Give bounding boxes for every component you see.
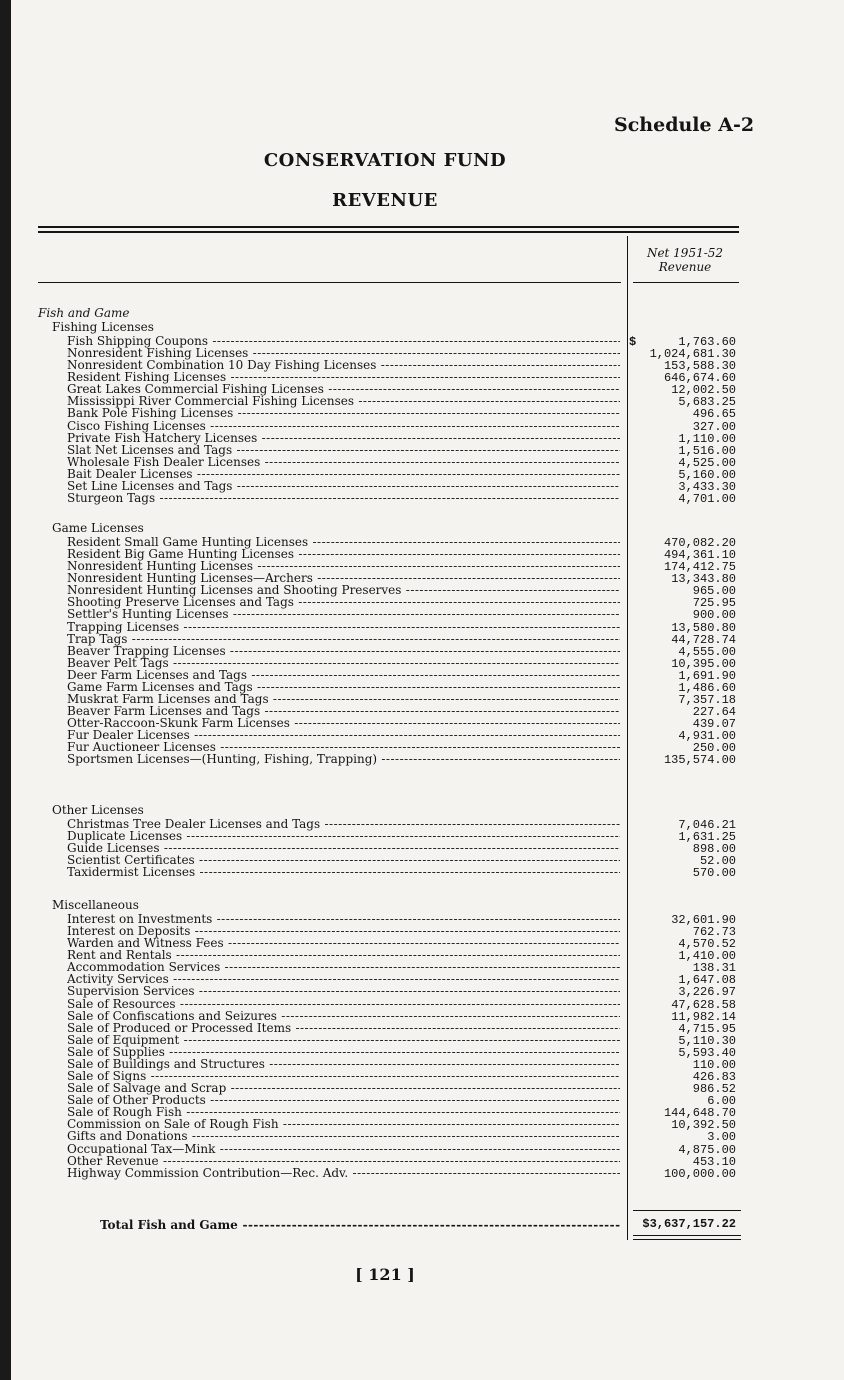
line-item-value: 494,361.10	[663, 548, 736, 563]
line-item-label: Highway Commission Contribution—Rec. Adv. -----	[67, 1166, 620, 1180]
line-item-label: Shooting Preserve Licenses and Tags -----	[67, 595, 620, 609]
line-item-label: Wholesale Fish Dealer Licenses -----	[67, 455, 620, 469]
column-header-revenue: Revenue	[658, 260, 712, 274]
line-item-label: Fish Shipping Coupons -----	[67, 334, 620, 348]
line-item-value: 1,110.00	[678, 431, 736, 446]
line-item-label: Sale of Salvage and Scrap -----	[67, 1081, 620, 1095]
line-item-label: Bank Pole Fishing Licenses -----	[67, 406, 620, 420]
line-item-label: Muskrat Farm Licenses and Tags -----	[67, 692, 620, 706]
line-item-value: 1,486.60	[678, 680, 736, 695]
line-item-value: 4,570.52	[678, 937, 736, 952]
line-item-label: Private Fish Hatchery Licenses -----	[67, 431, 620, 445]
line-item-value: 496.65	[692, 407, 736, 422]
line-item-label: Sale of Supplies -----	[67, 1045, 620, 1059]
line-item-value: 13,343.80	[671, 572, 736, 587]
line-item-value: 10,395.00	[671, 656, 736, 671]
fund-title: CONSERVATION FUND	[263, 150, 507, 171]
line-item-value: 5,160.00	[678, 467, 736, 482]
line-item-value: 227.64	[692, 705, 736, 720]
header-rule-left	[38, 282, 621, 283]
line-item-label: Sale of Rough Fish -----	[67, 1105, 620, 1119]
line-item-label: Bait Dealer Licenses -----	[67, 467, 620, 481]
line-item-value: 4,931.00	[678, 729, 736, 744]
line-item-value: 986.52	[692, 1082, 736, 1097]
line-item-label: Nonresident Hunting Licenses—Archers -----	[67, 571, 620, 585]
line-item-label: Nonresident Hunting Licenses and Shooting Preserves -----	[67, 583, 620, 597]
line-item-value: 7,357.18	[678, 693, 736, 708]
line-item-value: 135,574.00	[663, 753, 736, 768]
line-item-label: Commission on Sale of Rough Fish -----	[67, 1117, 620, 1131]
line-item-value: 762.73	[692, 925, 736, 940]
line-item-value: 174,412.75	[663, 560, 736, 575]
line-item-value: 32,601.90	[671, 913, 736, 927]
line-item-value: 52.00	[699, 854, 736, 869]
line-item-label: Supervision Services -----	[67, 984, 620, 998]
group-heading: Other Licenses	[52, 803, 144, 817]
line-item-label: Sale of Other Products -----	[67, 1093, 620, 1107]
line-item-label: Other Revenue -----	[67, 1154, 620, 1168]
line-item-value: 1,647.08	[678, 973, 736, 988]
line-item-value: 110.00	[692, 1057, 736, 1072]
line-item-label: Guide Licenses -----	[67, 841, 620, 855]
line-item-value: 3,433.30	[678, 479, 736, 494]
line-item-value: 153,588.30	[663, 359, 736, 374]
line-item-value: 4,555.00	[678, 644, 736, 659]
line-item-value: 10,392.50	[671, 1118, 736, 1133]
line-item-label: Interest on Deposits -----	[67, 924, 620, 938]
line-item-value: 250.00	[692, 741, 736, 756]
line-item-value: 3,226.97	[678, 985, 736, 1000]
group-heading: Fishing Licenses	[52, 320, 154, 334]
line-item-value: 1,024,681.30	[649, 347, 736, 362]
line-item-value: 3.00	[707, 1130, 736, 1145]
line-item-label: Game Farm Licenses and Tags -----	[67, 680, 620, 694]
line-item-value: 426.83	[692, 1070, 736, 1085]
total-double-rule-2	[633, 1239, 741, 1240]
line-item-label: Fur Auctioneer Licenses -----	[67, 740, 620, 754]
line-item-value: 1,631.25	[678, 830, 736, 845]
currency-sign: $	[629, 335, 637, 349]
line-item-value: 4,875.00	[678, 1142, 736, 1157]
line-item-label: Taxidermist Licenses -----	[67, 865, 620, 879]
line-item-label: Settler's Hunting Licenses -----	[67, 607, 620, 621]
line-item-value: 13,580.80	[671, 620, 736, 635]
line-item-label: Trapping Licenses -----	[67, 620, 620, 634]
header-rule-right	[633, 282, 739, 283]
line-item-value: 898.00	[692, 842, 736, 857]
group-heading: Game Licenses	[52, 521, 144, 535]
section-title: REVENUE	[332, 190, 438, 211]
line-item-value: 965.00	[692, 584, 736, 599]
line-item-value: 5,593.40	[678, 1045, 736, 1060]
line-item-value: 138.31	[692, 961, 736, 976]
page-number: [ 121 ]	[355, 1265, 415, 1284]
line-item-label: Resident Fishing Licenses -----	[67, 370, 620, 384]
line-item-label: Accommodation Services -----	[67, 960, 620, 974]
line-item-value: 646,674.60	[663, 371, 736, 386]
line-item-value: 470,082.20	[663, 536, 736, 550]
line-item-value: 1,763.60	[678, 335, 736, 349]
line-item-label: Set Line Licenses and Tags -----	[67, 479, 620, 493]
line-item-value: 5,110.30	[678, 1033, 736, 1048]
group-heading: Miscellaneous	[52, 898, 139, 912]
line-item-label: Rent and Rentals -----	[67, 948, 620, 962]
line-item-label: Sale of Confiscations and Seizures -----	[67, 1009, 620, 1023]
line-item-value: 327.00	[692, 419, 736, 434]
schedule-label: Schedule A-2	[614, 114, 755, 136]
line-item-label: Gifts and Donations -----	[67, 1129, 620, 1143]
line-item-label: Slat Net Licenses and Tags -----	[67, 443, 620, 457]
line-item-label: Warden and Witness Fees -----	[67, 936, 620, 950]
line-item-label: Christmas Tree Dealer Licenses and Tags -----	[67, 817, 620, 831]
line-item-value: 6.00	[707, 1094, 736, 1109]
line-item-value: 1,516.00	[678, 443, 736, 458]
line-item-label: Sportsmen Licenses—(Hunting, Fishing, Trapping) -----	[67, 752, 620, 766]
line-item-value: 47,628.58	[671, 997, 736, 1012]
top-double-rule-1	[38, 226, 739, 228]
line-item-value: 11,982.14	[671, 1009, 736, 1024]
line-item-label: Deer Farm Licenses and Tags -----	[67, 668, 620, 682]
line-item-label: Cisco Fishing Licenses -----	[67, 419, 620, 433]
line-item-value: 4,715.95	[678, 1021, 736, 1036]
line-item-label: Interest on Investments -----	[67, 912, 620, 926]
column-header	[640, 246, 730, 274]
line-item-label: Nonresident Hunting Licenses -----	[67, 559, 620, 573]
line-item-label: Sale of Signs -----	[67, 1069, 620, 1083]
line-item-label: Resident Big Game Hunting Licenses -----	[67, 547, 620, 561]
line-item-value: 12,002.50	[671, 383, 736, 398]
top-double-rule-2	[38, 231, 739, 233]
line-item-label: Sale of Produced or Processed Items -----	[67, 1021, 620, 1035]
line-item-value: 100,000.00	[663, 1166, 736, 1181]
line-item-label: Mississippi River Commercial Fishing Licenses -----	[67, 394, 620, 408]
line-item-label: Fur Dealer Licenses -----	[67, 728, 620, 742]
section-label: Fish and Game	[38, 306, 130, 320]
line-item-label: Duplicate Licenses -----	[67, 829, 620, 843]
line-item-value: 44,728.74	[671, 632, 736, 647]
line-item-value: 7,046.21	[678, 818, 736, 832]
line-item-value: 4,701.00	[678, 492, 736, 507]
line-item-label: Sturgeon Tags -----	[67, 491, 620, 505]
line-item-label: Resident Small Game Hunting Licenses -----	[67, 535, 620, 549]
line-item-label: Occupational Tax—Mink -----	[67, 1142, 620, 1156]
line-item-value: 570.00	[692, 866, 736, 881]
line-item-value: 900.00	[692, 608, 736, 623]
line-item-value: 1,691.90	[678, 668, 736, 683]
line-item-value: 439.07	[692, 717, 736, 732]
line-item-value: 725.95	[692, 596, 736, 611]
line-item-label: Sale of Equipment -----	[67, 1033, 620, 1047]
total-rule-top	[633, 1210, 741, 1211]
line-item-label: Sale of Buildings and Structures -----	[67, 1057, 620, 1071]
line-item-value: 5,683.25	[678, 395, 736, 410]
total-label: Total Fish and Game -----	[100, 1218, 620, 1232]
line-item-value: 1,410.00	[678, 949, 736, 964]
line-item-label: Nonresident Combination 10 Day Fishing Licenses -----	[67, 358, 620, 372]
line-item-label: Beaver Farm Licenses and Tags -----	[67, 704, 620, 718]
line-item-label: Sale of Resources -----	[67, 997, 620, 1011]
line-item-value: 4,525.00	[678, 455, 736, 470]
line-item-label: Beaver Pelt Tags -----	[67, 656, 620, 670]
total-value: $3,637,157.22	[642, 1217, 736, 1231]
line-item-label: Great Lakes Commercial Fishing Licenses -----	[67, 382, 620, 396]
line-item-label: Otter-Raccoon-Skunk Farm Licenses -----	[67, 716, 620, 730]
line-item-label: Beaver Trapping Licenses -----	[67, 644, 620, 658]
line-item-label: Trap Tags -----	[67, 632, 620, 646]
line-item-label: Activity Services -----	[67, 972, 620, 986]
column-header-year: Net 1951-52	[646, 246, 724, 260]
line-item-label: Nonresident Fishing Licenses -----	[67, 346, 620, 360]
total-double-rule-1	[633, 1235, 741, 1236]
line-item-value: 453.10	[692, 1154, 736, 1169]
line-item-value: 144,648.70	[663, 1106, 736, 1121]
line-item-label: Scientist Certificates -----	[67, 853, 620, 867]
